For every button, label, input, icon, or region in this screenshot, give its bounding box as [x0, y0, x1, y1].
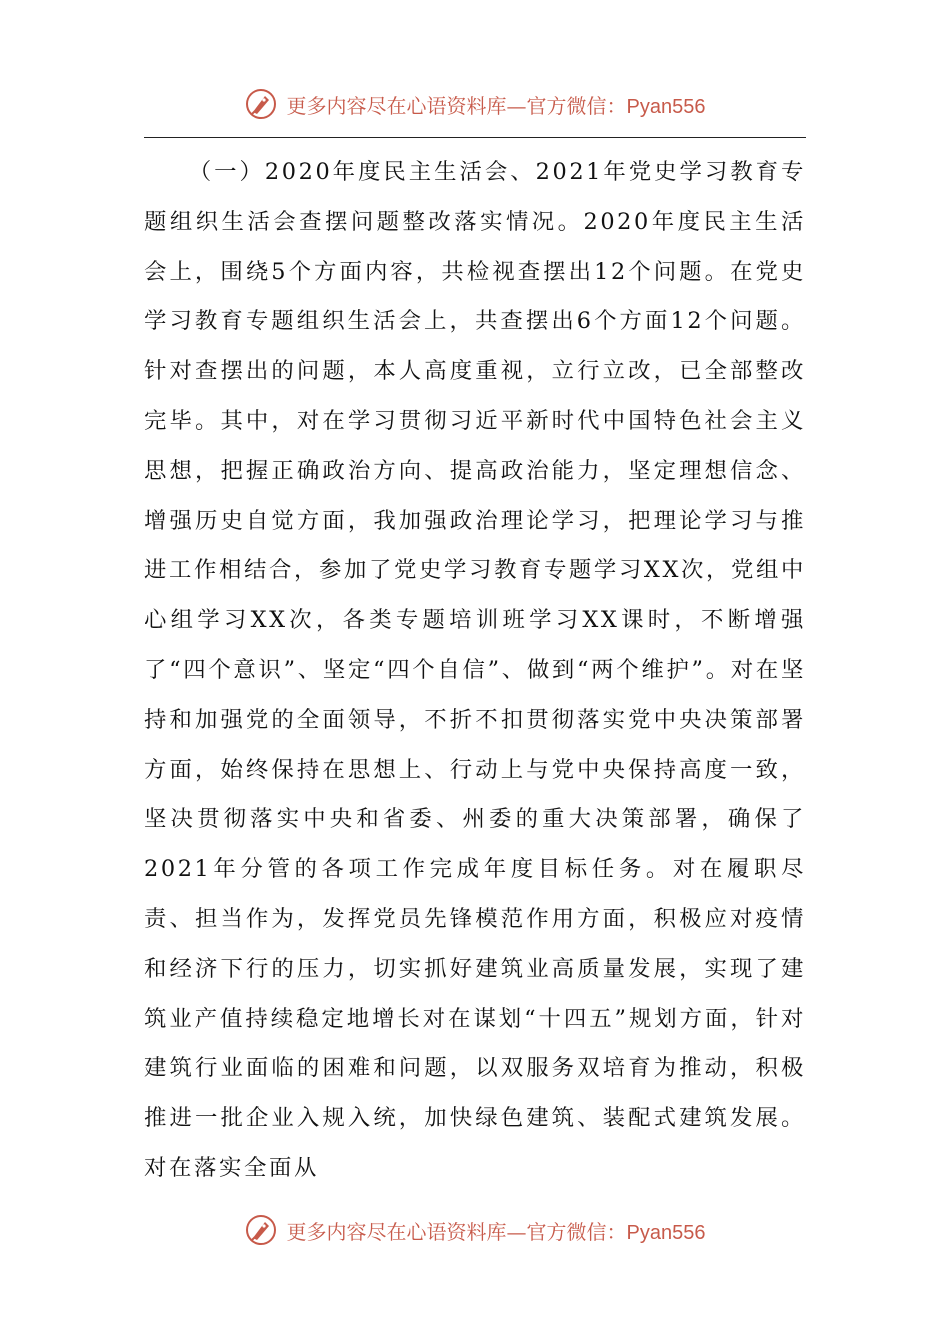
- pen-nib-logo-icon: [245, 88, 277, 120]
- pen-nib-logo-icon: [245, 1214, 277, 1246]
- header-wechat-id: Pyan556: [626, 95, 706, 118]
- footer-wechat-id: Pyan556: [626, 1221, 706, 1244]
- footer-watermark-label: 更多内容尽在心语资料库—官方微信：: [286, 1219, 627, 1244]
- footer-watermark-text: [287, 1216, 706, 1245]
- header-divider: [144, 137, 806, 138]
- header-watermark-label: 更多内容尽在心语资料库—官方微信：: [286, 93, 627, 118]
- body-paragraph: （一）2020年度民主生活会、2021年党史学习教育专题组织生活会查摆问题整改落实情况。2020年度民主生活会上，围绕5个方面内容，共检视查摆出12个问题。在党史学习教育专题组织生活会上，共查摆出6个方面12个问题。针对查摆出的问题，本人高度重视，立行立改，已全部整改完毕。其中，对在学习贯彻习近平新时代中国特色社会主义思想，把握正确政治方向、提高政治能力，坚定理想信念、增强历史自觉方面，我加强政治理论学习，把理论学习与推进工作相结合，参加了党史学习教育专题学习XX次，党组中心组学习XX次，各类专题培训班学习XX课时，不断增强了“四个意识”、坚定“四个自信”、做到“两个维护”。对在坚持和加强党的全面领导，不折不扣贯彻落实党中央决策部署方面，始终保持在思想上、行动上与党中央保持高度一致，坚决贯彻落实中央和省委、州委的重大决策部署，确保了2021年分管的各项工作完成年度目标任务。对在履职尽责、担当作为，发挥党员先锋模范作用方面，积极应对疫情和经济下行的压力，切实抓好建筑业高质量发展，实现了建筑业产值持续稳定地增长对在谋划“十四五”规划方面，针对建筑行业面临的困难和问题，以双服务双培育为推动，积极推进一批企业入规入统，加快绿色建筑、装配式建筑发展。对在落实全面从: [144, 159, 806, 1181]
- footer-watermark-banner: [0, 1210, 950, 1250]
- header-watermark-banner: [0, 84, 950, 124]
- header-watermark-text: [287, 90, 706, 119]
